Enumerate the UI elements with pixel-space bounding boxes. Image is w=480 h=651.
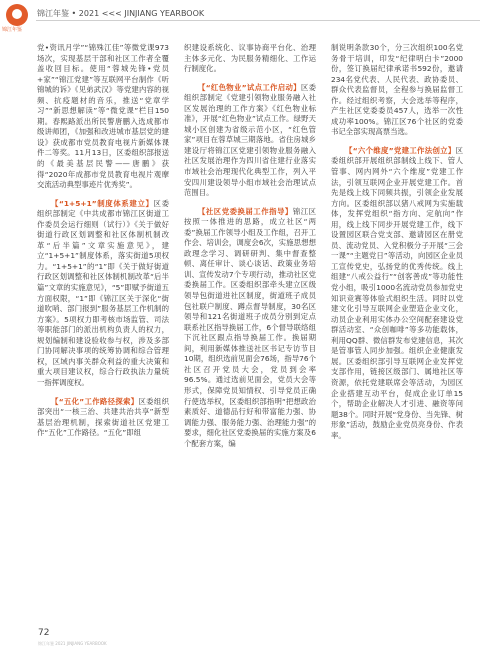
section-body: 区委组织部开展组织部制线上线下、管人管事、网内网外“六个维度”党建工作法，引领互联网企业开展党建工作。首先是线上线下同频共振，引领企业发展方向。区委组织部以猪八戒网为实施载体，发挥党组织“指方向、定航向”作用，线上线下同步开展党建工作，线下设置园区联合党支部、邀请园区在册党员、流动党员、入党积极分子开展“三会一课”“主题党日”等活动，向园区企业员工宣传党史，弘扬党的优秀传统。线上组建“八戒公益行”“创客善成”等功能性党小组，吸引1000名流动党员参加党史知识竞赛等体验式组织生活。同时以党建文化引导互联网企业塑造企业文化，动员企业利用实体办公空间配套建设党群活动室、“众创咖啡”等多功能载体，利用QQ群、微信群发布党建信息，其次是管事管人同步加强。组织企业健康发展。区委组织部引导互联网企业发挥党支部作用，链接区级部门、属地社区等资源，依托党建联席会等活动，为园区企业搭建互动平台，促成企业订单15个，帮助企业解决人才引进、融资等问题38个。同时开展“党身份、当先锋、树形象”活动，鼓励企业党员亮身份、作表率。 xyxy=(331,145,463,440)
section xyxy=(184,207,316,450)
section xyxy=(37,199,169,389)
section-title: 【“红色物业”试点工作启动】 xyxy=(198,82,301,92)
text-column-3 xyxy=(331,43,463,441)
section-title: 【“1+5+1”制度体系建立】 xyxy=(51,198,154,208)
header-divider xyxy=(36,20,480,21)
section-body: 区委组织部制定《党建引领物业服务融入社区发展治理的工作方案》《红色物业标准》，开展“红色物业”试点工作。绿野天城小区创建为省级示范小区，“红色管家”项目在蓉草城三期落地。省住房城乡建设厅将锦江区党建引领物业服务融入社区发展治理作为四川省住建行业落实市域社会治理现代化典型工作，列入平安四川建设领导小组市域社会治理试点范围目。 xyxy=(184,82,316,198)
section-title: 【社区党委换届工作指导】 xyxy=(198,206,293,216)
section-body: 区委组织部突出“一核三治、共建共治共享”新型基层治理机制，探索街道社区党建工作“五化”工作路径。“五化”即组 xyxy=(37,396,169,438)
paragraph: 制说明条款30个，分三次组织100名党务骨干培训，印发“纪律明白卡”2000份，签订换届纪律承诺书592份，邀请234名党代表、人民代表、政协委员、群众代表监督员，全程参与换届监督工作。经过组织考察，大会选举等程序，产生社区党委委员457人，选举一次性成功率100%。锦江区76个社区的党委书记全部实现高票当选。 xyxy=(331,43,463,137)
section-body: 锦江区按照一体推进的思路，成立社区“两委”换届工作领导小组及工作组，召开工作会、培训会，调度会6次，实施思想想政理念学习、调研研判、集中督查整顿、离任审计、谈心谈话、政策业务培训、宣传发动7个专项行动，推动社区党委换届工作。区委组织部牵头建立区级领导包街道进社区制度，街道班子成员包社联户制度、蹲点督导制度，30名区领导和121名街道班子成员分别到定点联系社区指导换届工作，6个督导联络组下沉社区跟点指导换届工作。换届期间，利用新媒体推送社区书记专访节目10期，组织选前见面会76场，指导76个社区召开党员大会，党员到会率96.5%。通过选前见面会，党员大会等形式，保障党员知情权、引导党员正确行使选举权，区委组织部指明“把想政治素质好、道德品行好和带富能力强、协调能力强、服务能力强、治理能力强”的要求，细化社区党委换届的实施方案及6个配套方案，编 xyxy=(184,206,316,448)
page-number: 72 xyxy=(38,628,50,638)
running-header-title: 锦江年鉴 • 2021 <<< JINJIANG YEARBOOK xyxy=(37,9,205,18)
section-body: 区委组织部制定《中共成都市锦江区街道工作委员会运行细则（试行）》《关于做好街道行政区划调整和社区体制机制改革“后半篇”文章实施意见》，建立“1+5+1”制度体系，落实街道5项权力。“1+5+1”的“1”即《关于做好街道行政区划调整和社区体制机制改革“后半篇”文章的实施意见》，“5”即赋予街道五方面权限，“1”即《锦江区关于深化“街道吹哨、部门报到”服务基层工作机制的方案》。5项权力即考核市场监管、司法等职能部门的派出机构负责人的权力，规划编制和建设验收参与权，涉及多部门协同解决事项的统筹协调和综合管理权，区域内事关群众利益的重大决策和重大项目建议权，综合行政执法力量统一指挥调度权。 xyxy=(37,198,169,387)
section xyxy=(331,146,463,441)
footer-text: 锦江年鉴 2021 JINJIANG YEARBOOK xyxy=(38,641,107,646)
text-column-1 xyxy=(37,43,169,439)
paragraph: 党•资讯月学”“锦殊江佳”等微党课973场次，实现基层干部和社区工作者全覆盖收回目标。使用“蓉城先锋•党员+家”“锦江党建”等互联网平台制作《听锦城的诉》《见弟武汉》等党建内容的视频、抗疫题材的音乐，推送“党章学习”“新思想解读”等“微党课”栏目150期。春熙路派出所民警唐鹏入选成都市级讲师团，《加强和改进城市基层党的建设》获成都市党员教育电视片新媒体课件二等奖。11月13日，区委组织部报送的《最美基层民警——唐鹏》获得“2020年成都市党员教育电视片观摩交流活动典型事迹片优秀奖”。 xyxy=(37,43,169,190)
section-title: 【“六个维度”党建工作法创立】 xyxy=(345,145,456,155)
section xyxy=(37,397,169,439)
yearbook-logo-icon xyxy=(6,4,28,26)
paragraph: 织建设系统化、议事协商平台化、治理主体多元化、为民服务精细化、工作运行制度化。 xyxy=(184,43,316,74)
logo-text: 锦江年鉴 xyxy=(2,27,23,33)
section-title: 【“五化”工作路径探索】 xyxy=(51,396,139,406)
page-header xyxy=(0,0,480,34)
text-column-2 xyxy=(184,43,316,449)
section xyxy=(184,83,316,199)
